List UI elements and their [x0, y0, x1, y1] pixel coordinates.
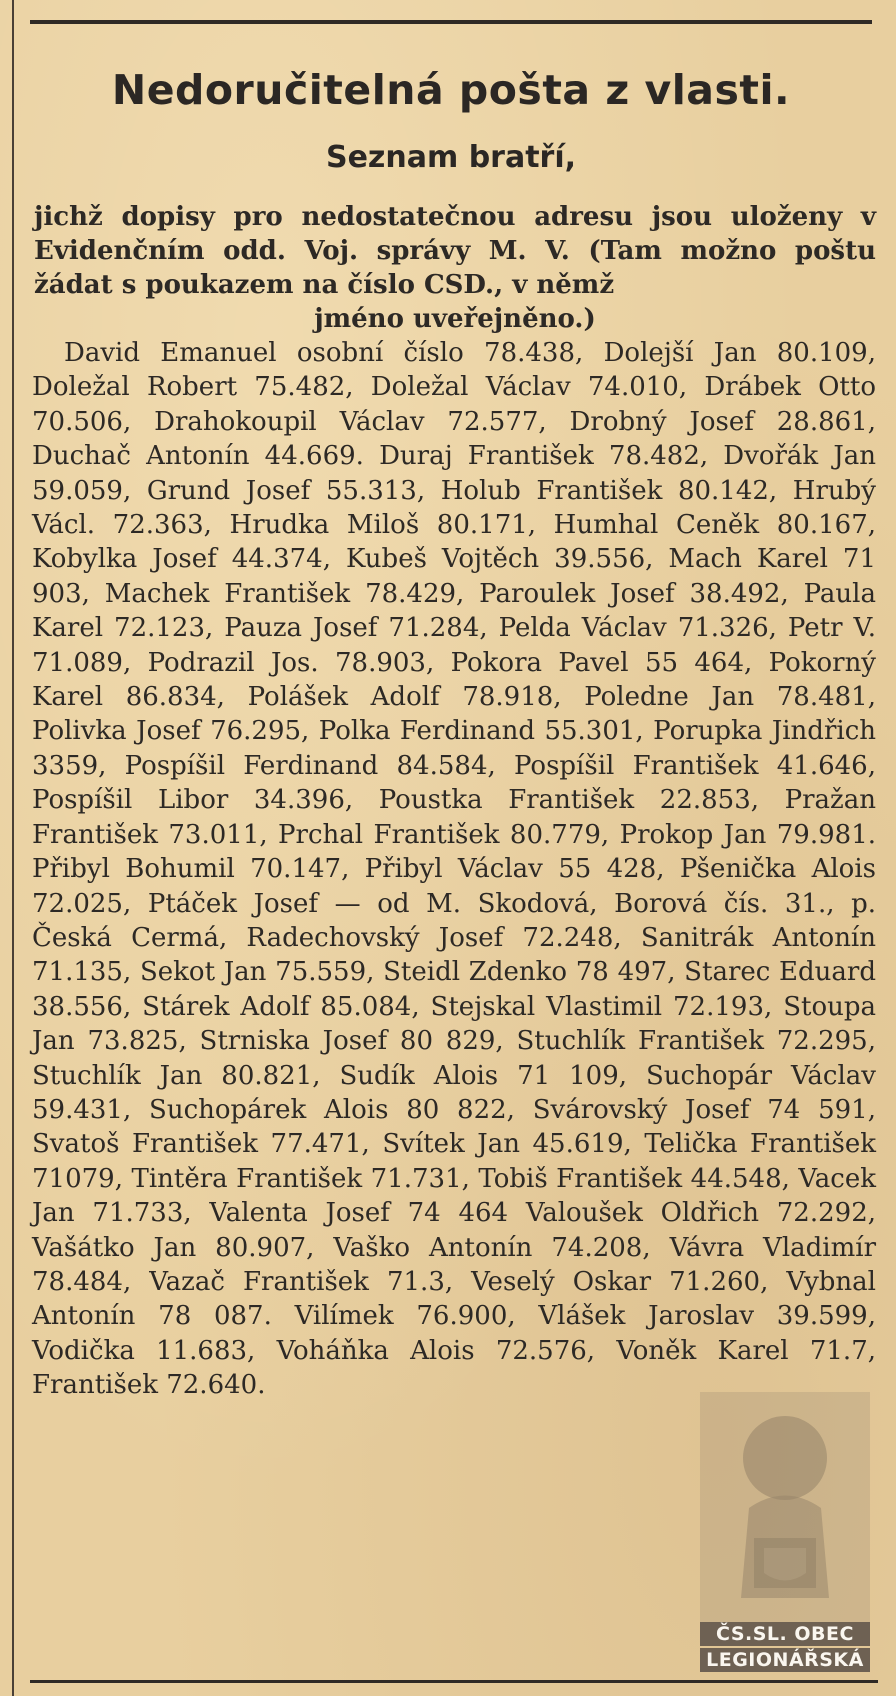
seal-text-line1: ČS.SL. OBEC — [700, 1622, 870, 1646]
article-subheadline: Seznam bratří, — [325, 140, 577, 175]
names-list: David Emanuel osobní číslo 78.438, Dolejší Jan 80.109, Doležal Robert 75.482, Doležal Václav 74.010, Drábek Otto 70.506, Drahokoupil Václav 72.577, Drobný Josef 28.861, Duchač Antonín 44.669. Duraj František 78.482, Dvořák Jan 59.059, Grund Josef 55.313, Holub František 80.142, Hrubý Václ. 72.363, Hrudka Miloš 80.171, Humhal Ceněk 80.167, Kobylka Josef 44.374, Kubeš Vojtěch 39.556, Mach Karel 71 903, Machek František 78.429, Paroulek Josef 38.492, Paula Karel 72.123, Pauza Josef 71.284, Pelda Václav 71.326, Petr V. 71.089, Podrazil Jos. 78.903, Pokora Pavel 55 464, Pokorný Karel 86.834, Polášek Adolf 78.918, Poledne Jan 78.481, Polivka Josef 76.295, Polka Ferdinand 55.301, Porupka Jindřich 3359, Pospíšil Ferdinand 84.584, Pospíšil František 41.646, Pospíšil Libor 34.396, Poustka František 22.853, Pražan František 73.011, Prchal František 80.779, Prokop Jan 79.981. Přibyl Bohumil 70.147, Přibyl Václav 55 428, Pšenička Alois 72.025, Ptáček Josef — od M. Skodová, Borová čís. 31., p. Česká Cermá, Radechovský Josef 72.248, Sanitrák Antonín 71.135, Sekot Jan 75.559, Steidl Zdenko 78 497, Starec Eduard 38.556, Stárek Adolf 85.084, Stejskal Vlastimil 72.193, Stoupa Jan 73.825, Strniska Josef 80 829, Stuchlík František 72.295, Stuchlík Jan 80.821, Sudík Alois 71 109, Suchopár Václav 59.431, Suchopárek Alois 80 822, Svárovský Josef 74 591, Svatoš František 77.471, Svítek Jan 45.619, Telička František 71079, Tintěra František 71.731, Tobiš František 44.548, Vacek Jan 71.733, Valenta Josef 74 464 Valoušek Oldřich 72.292, Vašátko Jan 80.907, Vaško Antonín 74.208, Vávra Vladimír 78.484, Vazač František 71.3, Veselý Oskar 71.260, Vybnal Antonín 78 087. Vilímek 76.900, Vlášek Jaroslav 39.599, Vodička 11.683, Voháňka Alois 72.576, Voněk Karel 71.7, František 72.640. — [32, 338, 876, 1401]
top-rule — [30, 20, 872, 24]
intro-text: jichž dopisy pro nedostatečnou adresu jsou uloženy v Evidenčním odd. Voj. správy M. V. (Tam možno poštu žádat s poukazem na číslo CSD., v němž — [34, 202, 876, 300]
article-intro — [34, 200, 876, 336]
column-rule-left — [12, 0, 14, 1696]
seal-text-line2: LEGIONÁŘSKÁ — [700, 1648, 870, 1672]
bottom-rule — [30, 1680, 878, 1683]
intro-text-last-line: jméno uveřejněno.) — [314, 304, 596, 334]
article-headline: Nedoručitelná pošta z vlasti. — [111, 66, 791, 114]
